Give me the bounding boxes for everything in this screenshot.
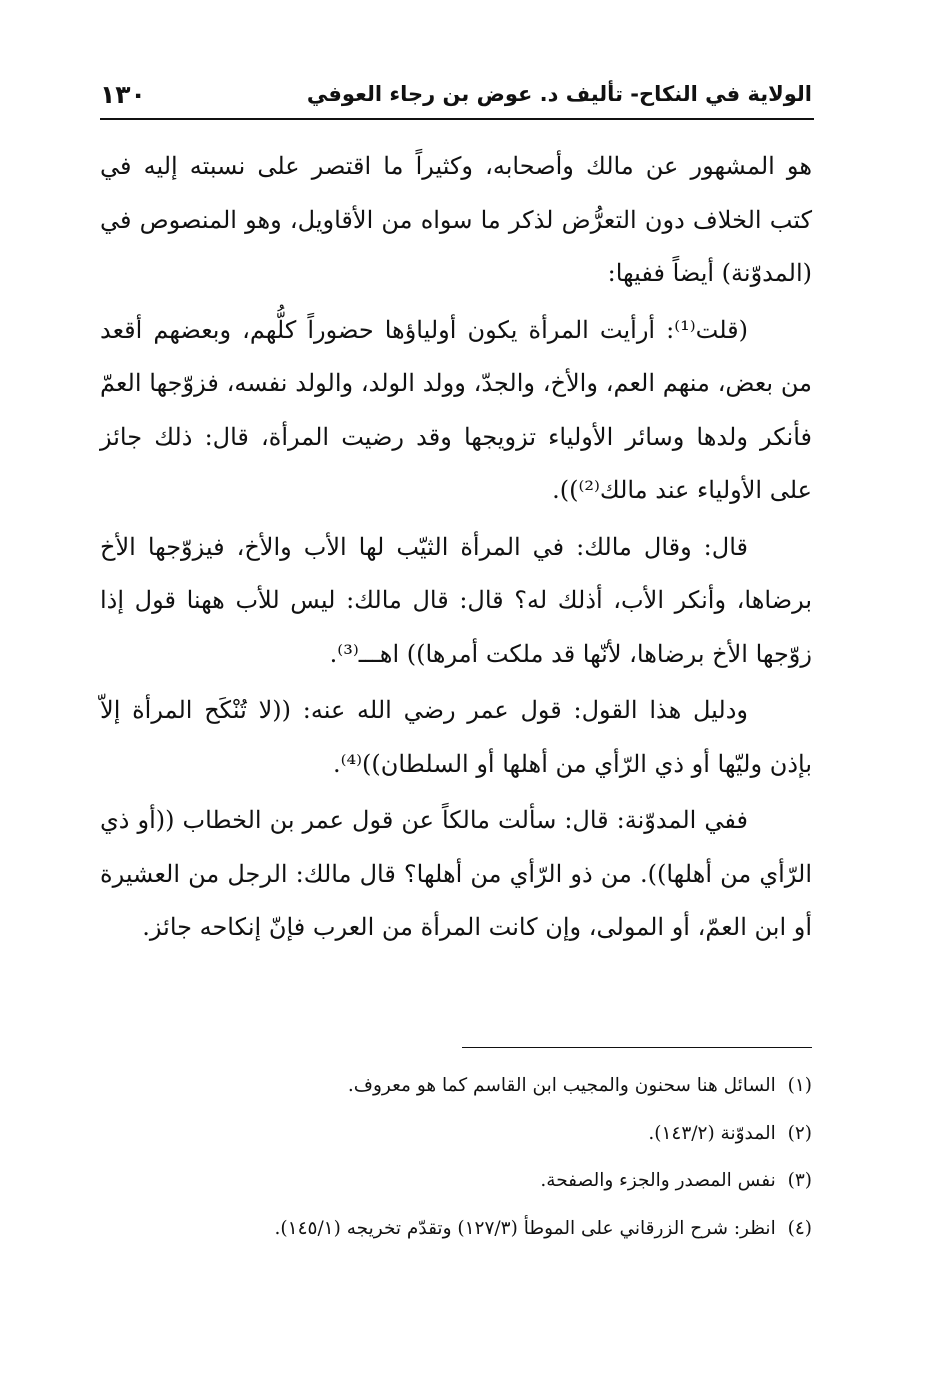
paragraph: هو المشهور عن مالك وأصحابه، وكثيراً ما اقتصر على نسبته إليه في كتب الخلاف دون التعرُّض لذكر ما سواه من الأقاويل، وهو المنصوص في (المدوّنة) أيضاً ففيها:: [100, 152, 812, 287]
footnotes: [100, 1062, 812, 1252]
footnote-number: (٣): [787, 1170, 812, 1191]
footnote: [100, 1157, 812, 1205]
header-rule: [100, 118, 814, 120]
main-text: [100, 140, 812, 958]
running-header: [100, 78, 812, 118]
footnote-number: (١): [787, 1075, 812, 1096]
footnote-number: (٤): [787, 1217, 812, 1239]
footnote-text: السائل هنا سحنون والمجيب ابن القاسم كما هو معروف.: [347, 1075, 776, 1096]
footnote: [100, 1205, 812, 1253]
footnote: [100, 1062, 812, 1110]
paragraph: قال: وقال مالك: في المرأة الثيّب لها الأب والأخ، فيزوّجها الأخ برضاها، وأنكر الأب، أذلك له؟ قال: قال مالك: ليس للأب ههنا قول إذا زوّجها الأخ برضاها، لأنّها قد ملكت أمرها)) اهـــ⁽³⁾.: [100, 532, 812, 668]
footnote-text: المدوّنة (١٤٣/٢).: [648, 1122, 776, 1144]
footnote: [100, 1110, 812, 1158]
header-title: الولاية في النكاح- تأليف د. عوض بن رجاء العوفي: [306, 82, 812, 106]
paragraph: (قلت⁽¹⁾: أرأيت المرأة يكون أولياؤها حضوراً كلُّهم، وبعضهم أقعد من بعض، منهم العم، والأخ، والجدّ، وولد الولد، والولد نفسه، فزوّجها العمّ فأنكر ولدها وسائر الأولياء تزويجها وقد رضيت المرأة، قال: ذلك جائز على الأولياء عند مالك⁽²⁾)).: [100, 315, 813, 504]
footnote-text: نفس المصدر والجزء والصفحة.: [540, 1170, 776, 1191]
footnote-separator: [462, 1047, 812, 1048]
paragraph: ففي المدوّنة: قال: سألت مالكاً عن قول عمر بن الخطاب ((أو ذي الرّأي من أهلها)). من ذو الرّأي من أهلها؟ قال مالك: الرجل من العشيرة أو ابن العمّ، أو المولى، وإن كانت المرأة من العرب فإنّ إنكاحه جائز.: [100, 806, 812, 941]
footnote-number: (٢): [787, 1122, 812, 1144]
page-number: ١٣٠: [100, 80, 146, 109]
footnote-text: انظر: شرح الزرقاني على الموطأ (١٢٧/٣) وتقدّم تخريجه (١٤٥/١).: [274, 1217, 776, 1239]
paragraph: ودليل هذا القول: قول عمر رضي الله عنه: ((لا تُنْكَح المرأة إلاّ بإذن وليّها أو ذي الرّأي من أهلها أو السلطان))⁽⁴⁾.: [100, 696, 812, 778]
